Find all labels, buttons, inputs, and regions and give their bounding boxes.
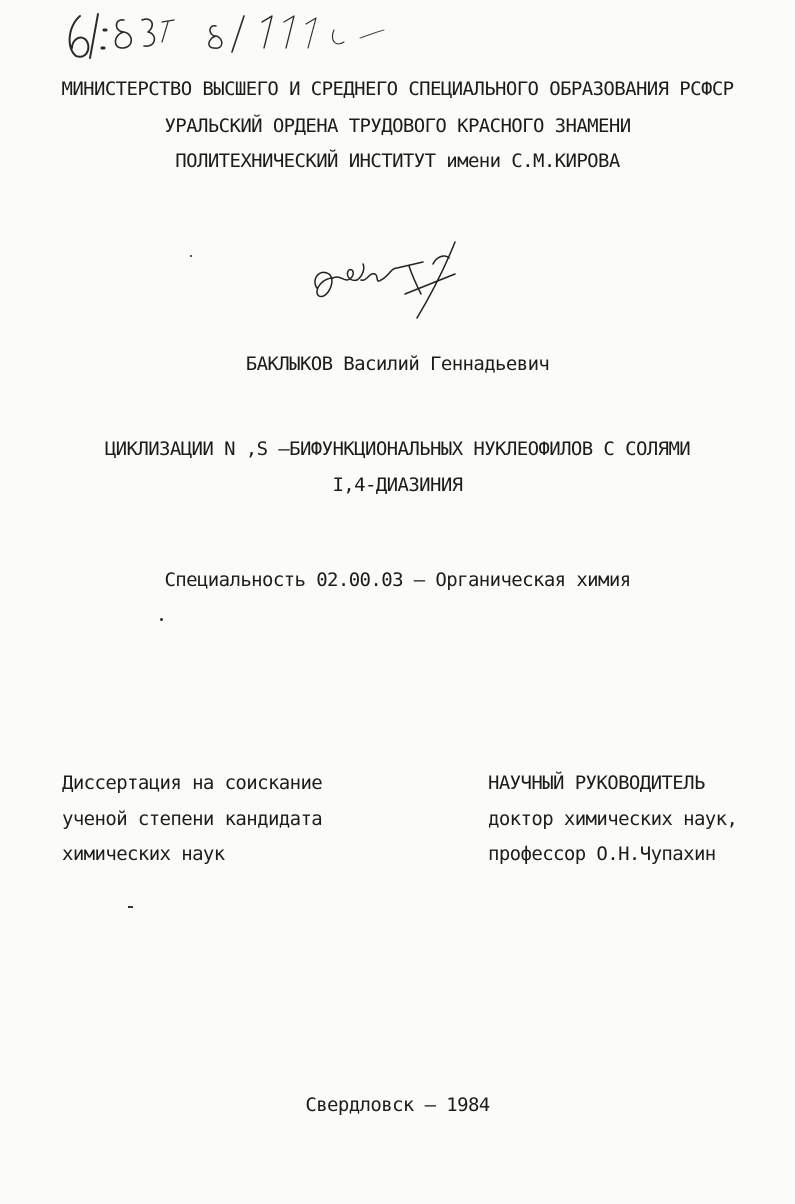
- supervisor-heading: НАУЧНЫЙ РУКОВОДИТЕЛЬ: [488, 772, 705, 794]
- scan-speck: [160, 618, 163, 621]
- dissertation-title-line1: ЦИКЛИЗАЦИИ N ,S –БИФУНКЦИОНАЛЬНЫХ НУКЛЕОФИЛОВ С СОЛЯМИ: [104, 438, 691, 460]
- dissertation-info-line1: Диссертация на соискание: [62, 772, 323, 794]
- dissertation-info-line2: ученой степени кандидата: [62, 808, 323, 830]
- city-year: Свердловск – 1984: [305, 1094, 490, 1116]
- dissertation-info-line3: химических наук: [62, 843, 225, 865]
- institute-heading: ПОЛИТЕХНИЧЕСКИЙ ИНСТИТУТ имени С.М.КИРОВА: [175, 150, 620, 172]
- scan-speck: [128, 906, 133, 908]
- specialty: Специальность 02.00.03 – Органическая химия: [164, 569, 631, 591]
- supervisor-name: профессор О.Н.Чупахин: [488, 843, 716, 865]
- handwritten-note-text: 61:83 8/1778 с: [58, 2, 67, 3]
- supervisor-degree: доктор химических наук,: [488, 808, 738, 830]
- ministry-heading: МИНИСТЕРСТВО ВЫСШЕГО И СРЕДНЕГО СПЕЦИАЛЬНОГО ОБРАЗОВАНИЯ РСФСР: [61, 78, 734, 100]
- signature: [305, 238, 465, 322]
- author-name: БАКЛЫКОВ Василий Геннадьевич: [245, 353, 550, 375]
- university-heading: УРАЛЬСКИЙ ОРДЕНА ТРУДОВОГО КРАСНОГО ЗНАМЕНИ: [164, 115, 631, 137]
- dissertation-title-line2: I,4-ДИАЗИНИЯ: [332, 474, 463, 496]
- handwritten-archive-note: [58, 2, 418, 70]
- scan-speck: [190, 255, 192, 257]
